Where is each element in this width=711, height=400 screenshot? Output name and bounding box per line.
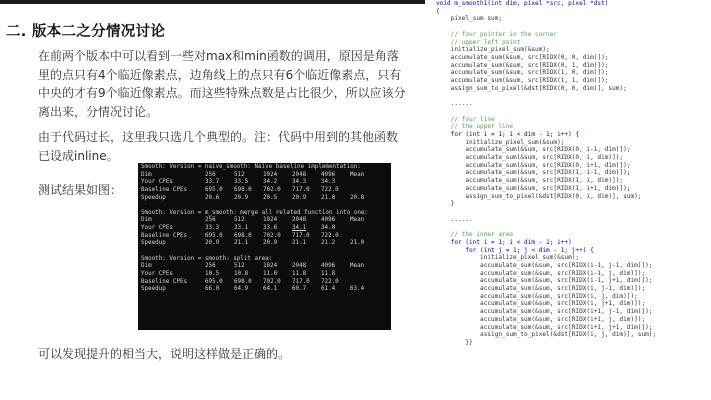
terminal-cell: 33.1 — [234, 225, 249, 232]
terminal-cell: 717.0 — [292, 186, 310, 193]
terminal-cell: 1024 — [263, 217, 278, 224]
code-line — [436, 23, 696, 31]
code-line: accumulate_sum(&sum, src[RIDX(i, j-1, dim)]); — [436, 285, 646, 293]
code-line: // four line — [436, 115, 495, 123]
terminal-result-row — [141, 279, 388, 287]
code-line: // upper left point — [436, 38, 521, 46]
terminal-cell: 256 — [205, 171, 216, 178]
terminal-cell: 702.0 — [263, 232, 281, 239]
code-line: accumulate_sum(&sum, src[RIDX(0, 0, dim)]); — [436, 53, 609, 61]
result-caption: 测试结果如图： — [38, 183, 123, 197]
terminal-cell: 64.9 — [234, 286, 249, 293]
terminal-cell: 21.1 — [234, 240, 249, 247]
terminal-cell: 11.8 — [321, 270, 336, 277]
terminal-cell: 10.5 — [205, 270, 220, 277]
code-line: void m_smooth1(int dim, pixel *src, pixel *dst) — [436, 0, 609, 7]
terminal-cell: 20.9 — [234, 194, 249, 201]
code-line: accumulate_sum(&sum, src[RIDX(i-1, j+1, dim)]); — [436, 277, 653, 285]
code-line: accumulate_sum(&sum, src[RIDX(i+1, j-1, dim)]); — [436, 308, 653, 316]
terminal-cell: 33.6 — [263, 225, 278, 232]
code-line: assign_sum_to_pixel(&dst[RIDX(0, i, dim)], sum); — [436, 192, 642, 200]
terminal-result-row — [141, 263, 388, 271]
terminal-cell: 34.3 — [321, 179, 336, 186]
note-paragraph: 由于代码过长，这里我只选几个典型的。注：代码中用到的其他函数已设成inline。 — [38, 130, 399, 163]
terminal-blank-line — [141, 202, 388, 210]
terminal-version-header: Smooth: Version = m_smooth: merge all related function into one: — [141, 209, 368, 216]
terminal-cell: 512 — [234, 263, 245, 270]
terminal-cell: 698.0 — [234, 232, 252, 239]
terminal-cell: 64.1 — [263, 286, 278, 293]
terminal-result-row — [141, 286, 388, 294]
terminal-output-screenshot — [138, 163, 391, 330]
code-line — [436, 108, 696, 116]
code-line: accumulate_sum(&sum, src[RIDX(i-1, j, dim)]); — [436, 269, 646, 277]
code-line: accumulate_sum(&sum, src[RIDX(i, j, dim)]); — [436, 292, 638, 300]
terminal-result-row — [141, 217, 388, 225]
code-line: accumulate_sum(&sum, src[RIDX(i+1, j, dim)]); — [436, 315, 646, 323]
code-line: accumulate_sum(&sum, src[RIDX(1, 0, dim)]); — [436, 69, 609, 77]
terminal-cell: 4096 — [321, 217, 336, 224]
terminal-cell: 61.4 — [321, 286, 336, 293]
terminal-cell: Mean — [350, 263, 365, 270]
terminal-cell: 717.0 — [292, 278, 310, 285]
terminal-cell: 20.6 — [205, 194, 220, 201]
terminal-cell: 33.3 — [205, 225, 220, 232]
code-line: accumulate_sum(&sum, src[RIDX(1, i+1, dim)]); — [436, 184, 631, 192]
terminal-cell: 34.1 — [292, 225, 307, 232]
terminal-cell: 20.9 — [292, 194, 307, 201]
terminal-cell: 66.0 — [205, 286, 220, 293]
terminal-cell: 695.0 — [205, 186, 223, 193]
terminal-cell: 10.8 — [234, 270, 249, 277]
code-line — [436, 92, 696, 100]
conclusion-paragraph: 可以发现提升的相当大，说明这样做是正确的。 — [38, 347, 291, 361]
terminal-cell: 11.0 — [263, 270, 278, 277]
terminal-row-label: Baseline CPEs — [141, 232, 188, 239]
code-line: accumulate_sum(&sum, src[RIDX(i+1, j+1, dim)]); — [436, 323, 653, 331]
code-line: ...... — [436, 215, 473, 223]
slide-title: 二. 版本二之分情况讨论 — [6, 24, 166, 40]
terminal-blank-line — [141, 248, 388, 256]
terminal-cell: 4096 — [321, 263, 336, 270]
terminal-row-label: Dim — [141, 217, 152, 224]
terminal-result-row — [141, 233, 388, 241]
code-line: initialize_pixel_sum(&sum); — [436, 138, 565, 146]
code-line: initialize_pixel_sum(&sum); — [436, 46, 550, 54]
code-line: { — [436, 7, 440, 15]
terminal-cell: 33.7 — [205, 179, 220, 186]
terminal-cell: 34.0 — [321, 225, 336, 232]
code-line: accumulate_sum(&sum, src[RIDX(0, 1, dim)]); — [436, 61, 609, 69]
code-line: }} — [436, 338, 473, 346]
terminal-cell: 33.5 — [234, 179, 249, 186]
code-line: accumulate_sum(&sum, src[RIDX(1, i, dim)]); — [436, 177, 624, 185]
code-line: accumulate_sum(&sum, src[RIDX(i, j+1, dim)]); — [436, 300, 646, 308]
terminal-cell: 722.0 — [321, 232, 339, 239]
code-line: ...... — [436, 100, 473, 108]
terminal-row-label: Baseline CPEs — [141, 186, 188, 193]
terminal-result-row — [141, 179, 388, 187]
terminal-cell: 20.8 — [350, 194, 365, 201]
terminal-result-row — [141, 225, 388, 233]
terminal-cell: 20.5 — [263, 194, 278, 201]
terminal-cell: 2048 — [292, 263, 307, 270]
terminal-cell: 698.0 — [234, 278, 252, 285]
terminal-cell: 2048 — [292, 217, 307, 224]
code-line: initialize_pixel_sum(&sum); — [436, 254, 580, 262]
terminal-cell: 60.7 — [292, 286, 307, 293]
terminal-cell: 1024 — [263, 263, 278, 270]
terminal-cell: 722.0 — [321, 186, 339, 193]
terminal-cell: 695.0 — [205, 278, 223, 285]
code-line: accumulate_sum(&sum, src[RIDX(0, i+1, dim)]); — [436, 161, 631, 169]
terminal-result-row — [141, 172, 388, 180]
terminal-cell: 695.0 — [205, 232, 223, 239]
code-line: for (int i = 1; i < dim - 1; i++) { — [436, 130, 580, 138]
terminal-version-header: Smooth: Version = smooth: split area: — [141, 255, 273, 262]
code-line: assign_sum_to_pixel(&dst[RIDX(i, j, dim)], sum); — [436, 331, 657, 339]
terminal-row-label: Your CPEs — [141, 270, 173, 277]
terminal-cell: 722.0 — [321, 278, 339, 285]
terminal-result-row — [141, 195, 388, 203]
terminal-row-label: Speedup — [141, 194, 166, 201]
terminal-cell: 702.0 — [263, 278, 281, 285]
code-line: // four pointer in the corner — [436, 30, 558, 38]
terminal-cell: 256 — [205, 263, 216, 270]
terminal-cell: 512 — [234, 171, 245, 178]
terminal-cell: 34.3 — [292, 179, 307, 186]
terminal-cell: 4096 — [321, 171, 336, 178]
code-listing — [436, 0, 696, 400]
terminal-row-label: Dim — [141, 171, 152, 178]
terminal-row-label: Speedup — [141, 286, 166, 293]
code-line: accumulate_sum(&sum, src[RIDX(1, 1, dim)]); — [436, 77, 609, 85]
terminal-cell: Mean — [350, 217, 365, 224]
terminal-row-label: Baseline CPEs — [141, 278, 188, 285]
code-line: accumulate_sum(&sum, src[RIDX(0, i, dim)]); — [436, 154, 624, 162]
terminal-cell: 1024 — [263, 171, 278, 178]
terminal-cell: 63.4 — [350, 286, 365, 293]
terminal-cell: Mean — [350, 171, 365, 178]
code-line — [436, 223, 696, 231]
terminal-cell: 512 — [234, 217, 245, 224]
terminal-cell: 21.2 — [321, 240, 336, 247]
terminal-cell: 11.8 — [292, 270, 307, 277]
code-line: for (int j = 1; j < dim - 1; j++) { — [436, 246, 594, 254]
terminal-cell: 20.9 — [205, 240, 220, 247]
code-line: pixel_sum sum; — [436, 15, 503, 23]
terminal-cell: 20.9 — [263, 240, 278, 247]
code-line: accumulate_sum(&sum, src[RIDX(i-1, j-1, dim)]); — [436, 261, 653, 269]
terminal-row-label: Your CPEs — [141, 225, 173, 232]
code-line: assign_sum_to_pixel(&dst[RIDX(0, 0, dim)], sum); — [436, 84, 627, 92]
terminal-version-header: Smooth: Version = naive_smooth: Naive baseline implementation: — [141, 164, 361, 170]
terminal-cell: 34.2 — [263, 179, 278, 186]
terminal-result-row — [141, 240, 388, 248]
code-line: for (int i = 1; i < dim - 1; i++) — [436, 238, 572, 246]
code-line: } — [436, 200, 455, 208]
terminal-cell: 21.0 — [321, 194, 336, 201]
terminal-row-label: Your CPEs — [141, 179, 173, 186]
intro-paragraph: 在前两个版本中可以看到一些对max和min函数的调用，原因是角落里的点只有4个临近像素点，边角线上的点只有6个临近像素点，只有中央的才有9个临近像素点。而这些特殊点数是占比很少，所以应该分离出来，分情况讨论。 — [38, 49, 406, 119]
code-line: // the upper line — [436, 123, 514, 131]
code-line: accumulate_sum(&sum, src[RIDX(0, i-1, dim)]); — [436, 146, 631, 154]
terminal-result-row — [141, 271, 388, 279]
terminal-row-label: Dim — [141, 263, 152, 270]
terminal-cell: 717.0 — [292, 232, 310, 239]
terminal-cell: 702.0 — [263, 186, 281, 193]
code-line: // the inner area — [436, 231, 514, 239]
code-line: accumulate_sum(&sum, src[RIDX(1, i-1, dim)]); — [436, 169, 631, 177]
terminal-cell: 21.1 — [292, 240, 307, 247]
terminal-row-label: Speedup — [141, 240, 166, 247]
terminal-cell: 2048 — [292, 171, 307, 178]
code-line — [436, 208, 696, 216]
terminal-result-row — [141, 187, 388, 195]
terminal-cell: 21.0 — [350, 240, 365, 247]
terminal-cell: 698.0 — [234, 186, 252, 193]
terminal-cell: 256 — [205, 217, 216, 224]
